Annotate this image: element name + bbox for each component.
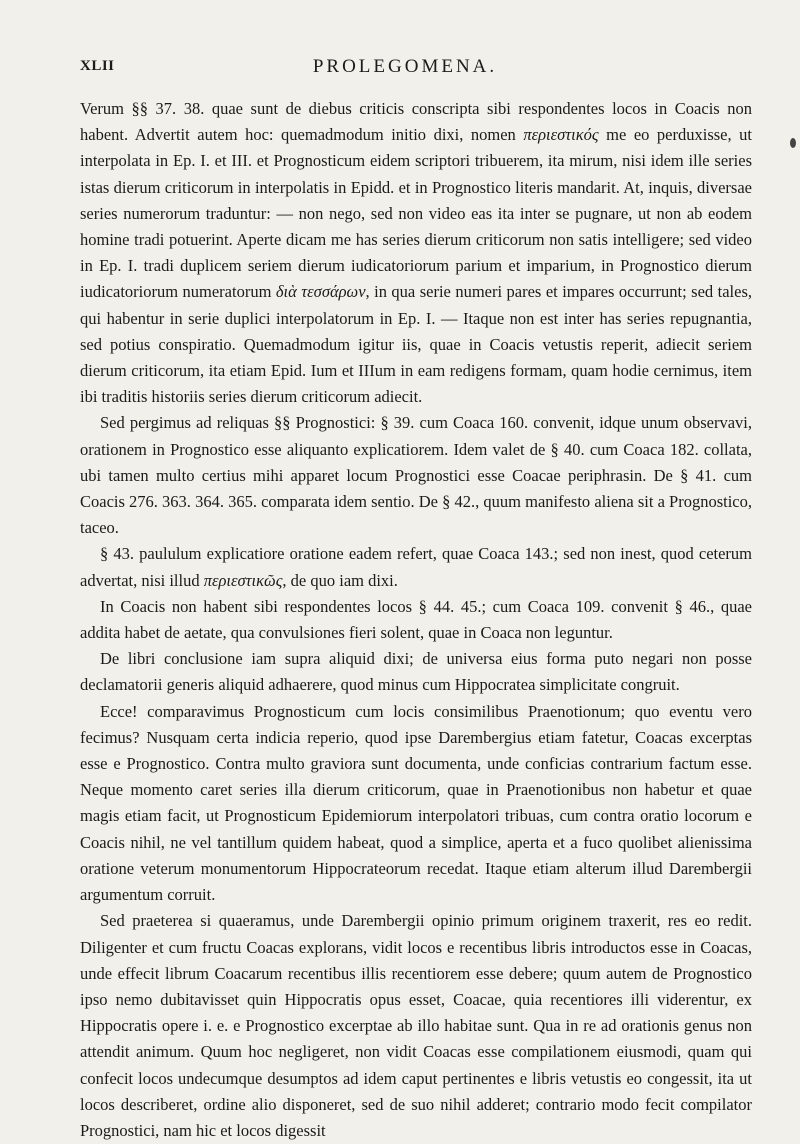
greek-term: περιεστικῶς	[203, 570, 283, 590]
paragraph	[80, 908, 752, 1144]
paragraph	[80, 410, 752, 541]
text-run: Sed praeterea si quaeramus, unde Darembergii opinio primum originem traxerit, res eo redit. Diligenter et cum fructu Coacas explorans, vidit locos e recentibus libris introductos esse in Coacas, unde effecit librum Coacarum recentibus illis recentiorem esse debere; quum autem de Prognostico ipso nemo dubitavisset quin Hippocratis opus esset, Coacae, quia recentiores illi viderentur, ex Hippocratis opere i. e. e Prognostico excerptae ab illo habitae sunt. Qua in re ad orationis genus non attendit animum. Quum hoc negligeret, non vidit Coacas esse compilationem eiusmodi, quam qui confecit locos undecumque desumptos ad idem caput pertinentes e libris vetustis eo congessit, ita ut locos describeret, ordine alio disponeret, sed de suo nihil adderet; contrario modo fecit compilator Prognostici, nam hic et locos digessit	[80, 911, 752, 1140]
greek-term: διὰ τεσσάρων	[275, 282, 366, 302]
paragraph	[80, 594, 752, 646]
text-run: In Coacis non habent sibi respondentes locos § 44. 45.; cum Coaca 109. convenit § 46., quae addita habet de aetate, qua convulsiones fieri solent, quae in Coaca non leguntur.	[80, 596, 752, 643]
text-run: De libri conclusione iam supra aliquid dixi; de universa eius forma puto negari non posse declamatorii generis aliquid adhaerere, quod minus cum Hippocratea simplicitate congruit.	[80, 649, 752, 695]
paragraph	[80, 541, 752, 593]
text-run: , in qua serie numeri pares et impares occurrunt; sed tales, qui habentur in serie duplici interpolatorum in Ep. I. — Itaque non est inter has series repugnantia, sed potius conspiratio. Quemadmodum igitur iis, quae in Coacis vetustis reperit, adiecit seriem dierum criticorum, ita etiam Epid. Ium et IIIum in eam redigens formam, quam hodie cernimus, item ibi traditis historiis series dierum criticorum adiecit.	[80, 282, 752, 407]
body-text	[80, 96, 752, 1144]
text-run: Verum §§ 37. 38. quae sunt de diebus criticis conscripta sibi respondentes locos in Coacis non habent. Advertit autem hoc: quemadmodum initio dixi, nomen	[80, 99, 752, 145]
running-title: PROLEGOMENA.	[312, 56, 498, 77]
text-run: Sed pergimus ad reliquas §§ Prognostici: § 39. cum Coaca 160. convenit, idque unum observavi, orationem in Prognostico esse aliquanto explicatiorem. Idem valet de § 40. cum Coaca 182. collata, ubi tamen multo certius mihi apparet locum Prognostici esse Coacae periphrasin. De § 41. cum Coacis 276. 363. 364. 365. comparata idem sentio. De § 42., quum manifesto aliena sit a Prognostico, taceo.	[80, 413, 752, 538]
paragraph	[80, 699, 752, 909]
page-number: XLII	[80, 58, 115, 74]
page-header	[80, 58, 730, 86]
text-run: me eo perduxisse, ut interpolata in Ep. I. et III. et Prognosticum eidem scriptori tribuerem, ita mirum, nisi idem ille series istas dierum criticorum in interpolatis in Epidd. et in Prognostico literis mandarit. At, inquis, diversae series numerorum traduntur: — non nego, sed non video eas ita inter se pugnare, ut non ab eodem homine tradi potuerint. Aperte dicam me has series dierum criticorum non satis intelligere; sed video in Ep. I. tradi duplicem seriem dierum iudicatoriorum parium et imparium, in Prognostico dierum iudicatoriorum numeratorum	[80, 125, 752, 302]
text-run: , de quo iam dixi.	[282, 570, 398, 590]
paragraph	[80, 646, 752, 698]
paragraph	[80, 96, 752, 410]
ink-spot	[790, 138, 796, 148]
text-run: § 43. paululum explicatiore oratione eadem refert, quae Coaca 143.; sed non inest, quod ceterum advertat, nisi illud	[80, 544, 752, 590]
greek-term: περιεστικός	[523, 125, 599, 145]
text-run: Ecce! comparavimus Prognosticum cum locis consimilibus Praenotionum; quo eventu vero fecimus? Nusquam certa indicia reperio, quod ipse Darembergius etiam fatetur, Coacas excerptas esse e Prognostico. Contra multo graviora sunt documenta, unde conficias contrarium factum esse. Neque momento caret series illa dierum criticorum, quae in Praenotionibus non habetur et quae magis etiam facit, ut Prognosticum Epidemiorum interpolatori tribuas, cum contra oratio locorum e Coacis nihil, ne vel tantillum quidem habeat, quod a simplice, aperta et a fuco quolibet alienissima oratione veterum monumentorum Hippocrateorum recedat. Itaque etiam alterum illud Darembergii argumentum corruit.	[80, 701, 752, 905]
